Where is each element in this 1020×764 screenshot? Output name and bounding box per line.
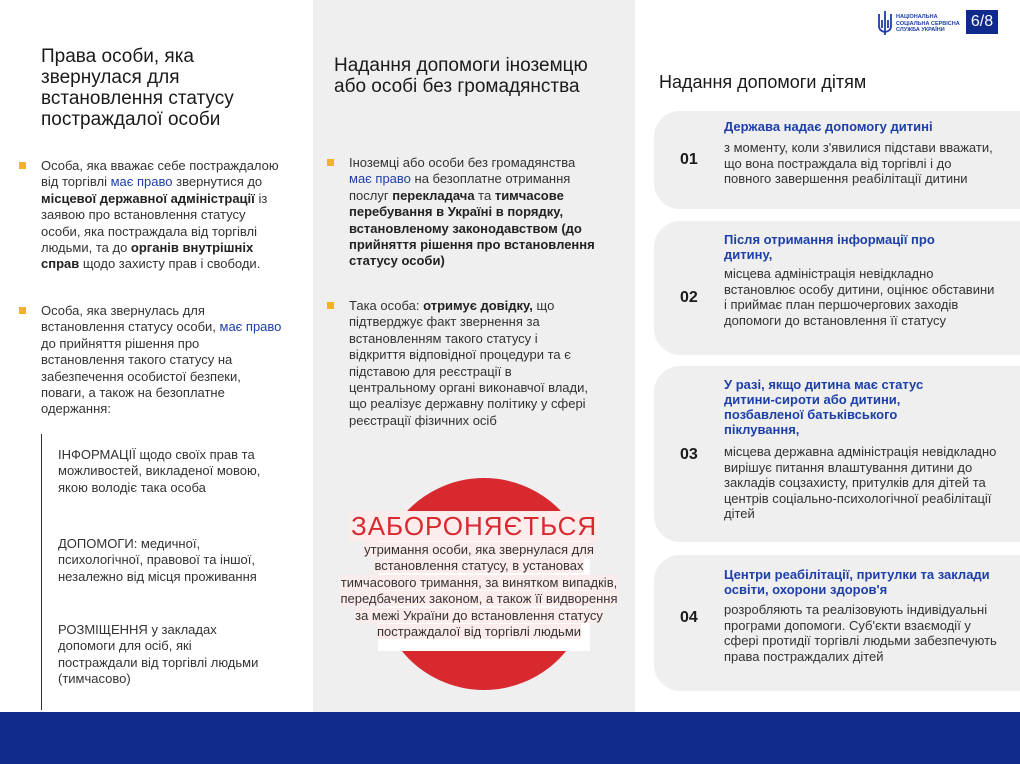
footer-bar [0,712,1020,764]
card-title: Після отримання інформації про дитину, [724,232,935,262]
bullet-square-icon [327,302,334,309]
bullet-square-icon [19,307,26,314]
card-number: 04 [680,609,698,626]
card-title: Держава надає допомогу дитині [724,119,933,134]
right-item-information: ІНФОРМАЦІЇ щодо своїх прав та можливостей, викладеної мовою, якою володіє така особа [58,447,261,495]
foreigners-title: Надання допомоги іноземцю або особі без громадянства [334,55,588,97]
right-item-accommodation: РОЗМІЩЕННЯ у закладах допомоги для осіб, які постраждали від торгівлі людьми (тимчасово) [58,622,259,687]
divider-line [41,434,42,710]
foreigners-bullet-1: Іноземці або особи без громадянства має право на безоплатне отримання послуг перекладача та тимчасове перебування в Україні в порядку, встановленому законодавством (до прийняття рішення про встановлення статусу особи) [349,155,599,270]
card-number: 02 [680,289,698,306]
prohibited-title: ЗАБОРОНЯЄТЬСЯ [351,511,598,541]
rights-bullet-2: Особа, яка звернулась для встановлення статусу особи, має право до прийняття рішення про встановлення такого статусу на забезпечення особистої безпеки, поваги, а також на безоплатне одержання: [41,303,286,418]
children-card-2 [654,221,1020,355]
rights-title: Права особи, яка звернулася для встановлення статусу постраждалої особи [41,46,234,130]
card-number: 03 [680,446,698,463]
card-title: У разі, якщо дитина має статус дитини-сироти або дитини, позбавленої батьківського піклування, [724,377,924,437]
children-card-3 [654,366,1020,542]
foreigners-bullet-2: Така особа: отримує довідку, що підтверджує факт звернення за встановленням такого статусу і відкриття відповідної процедури та є підставою для реєстрації в центральному органі виконавчої влади, що реалізує державну політику у сфері реєстрації фізичних осіб [349,298,589,429]
bullet-square-icon [19,162,26,169]
page-number-badge: 6/8 [966,10,998,34]
card-text: з моменту, коли з'явилися підстави вважати, що вона постраждала від торгівлі і до повного завершення реабілітації дитини [724,140,993,187]
rights-bullet-1: Особа, яка вважає себе постраждалою від торгівлі має право звернутися до місцевої державної адміністрації із заявою про встановлення статусу особи, яка постраждала від торгівлі людьми, та до органів внутрішніх справ щодо захисту прав і свободи. [41,158,286,273]
children-title: Надання допомоги дітям [659,72,867,92]
org-name: НАЦІОНАЛЬНА СОЦІАЛЬНА СЕРВІСНА СЛУЖБА УКРАЇНИ [896,14,960,33]
card-text: розробляють та реалізовують індивідуальні програми допомоги. Суб'єкти взаємодії у сфері протидії торгівлі людьми забезпечують права постраждалих дітей [724,602,997,664]
trident-logo-icon [876,10,894,36]
right-item-assistance: ДОПОМОГИ: медичної, психологічної, правової та іншої, незалежно від місця проживання [58,536,257,584]
card-number: 01 [680,151,698,168]
bullet-square-icon [327,159,334,166]
children-card-1 [654,111,1020,209]
card-text: місцева державна адміністрація невідкладно вирішує питання влаштування дитини до закладів соцзахисту, притулків для дітей та центрів соціально-психологічної реабілітації дітей [724,444,997,522]
children-card-4 [654,555,1020,691]
card-text: місцева адміністрація невідкладно встановлює особу дитини, оцінює обставини і приймає план першочергових заходів допомоги до встановлення її статусу [724,266,995,328]
card-title: Центри реабілітації, притулки та заклади освіти, охорони здоров'я [724,567,990,597]
prohibited-text: утримання особи, яка звернулася для встановлення статусу, в установах тимчасового тримання, за винятком випадків, передбачених законом, а також її видворення за межі України до встановлення статусу постраждалої від торгівлі людьми [340,542,618,640]
